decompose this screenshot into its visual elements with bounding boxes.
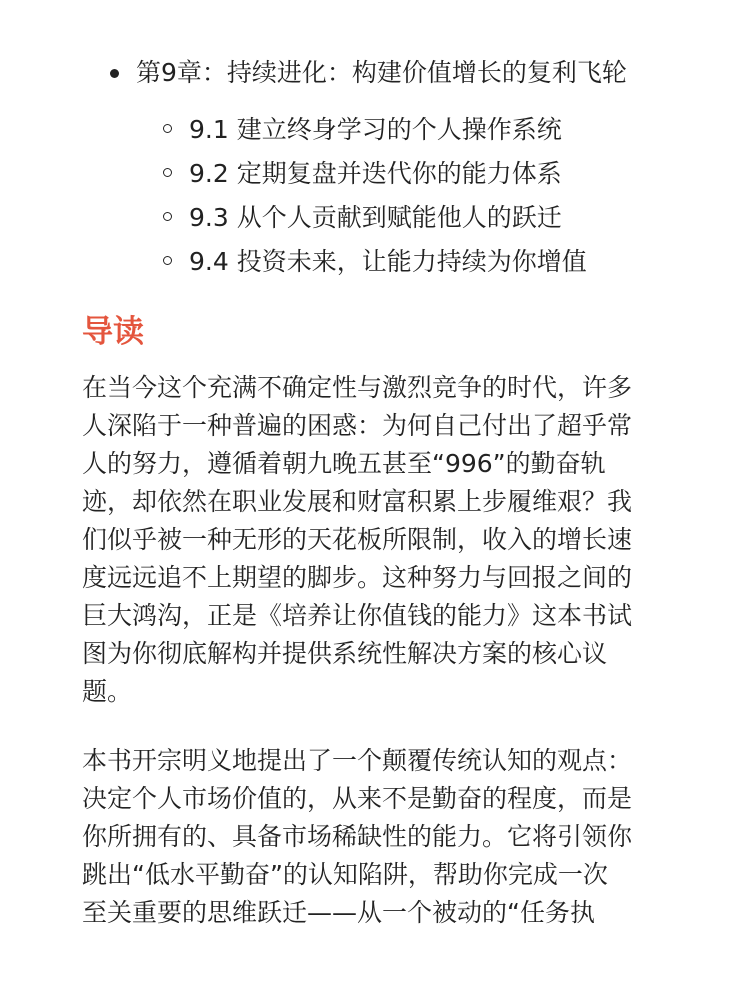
list-item	[163, 106, 587, 150]
section-list	[163, 106, 587, 282]
text-line: 题。	[82, 677, 133, 706]
text-line: 至关重要的思维跃迁——从一个被动的“任务执	[82, 898, 595, 927]
bullet-circle-icon	[163, 212, 172, 221]
chapter-title: 第9章：持续进化：构建价值增长的复利飞轮	[136, 58, 627, 87]
section-label: 9.2 定期复盘并迭代你的能力体系	[189, 159, 562, 188]
text-line: 人的努力，遵循着朝九晚五甚至“996”的勤奋轨	[82, 449, 606, 478]
section-label: 9.4 投资未来，让能力持续为你增值	[189, 247, 587, 276]
intro-paragraph	[82, 369, 632, 711]
bullet-circle-icon	[163, 256, 172, 265]
section-label: 9.3 从个人贡献到赋能他人的跃迁	[189, 203, 562, 232]
list-item	[163, 150, 587, 194]
text-line: 在当今这个充满不确定性与激烈竞争的时代，许多	[82, 373, 633, 402]
text-line: 度远远追不上期望的脚步。这种努力与回报之间的	[82, 563, 633, 592]
list-item	[163, 238, 587, 282]
text-line: 本书开宗明义地提出了一个颠覆传统认知的观点：	[82, 746, 633, 775]
bullet-disc-icon	[110, 69, 119, 78]
section-heading: 导读	[82, 314, 144, 350]
body-paragraph	[82, 742, 632, 932]
text-line: 图为你彻底解构并提供系统性解决方案的核心议	[82, 639, 608, 668]
bullet-circle-icon	[163, 168, 172, 177]
chapter-item	[110, 52, 627, 94]
section-label: 9.1 建立终身学习的个人操作系统	[189, 115, 562, 144]
text-line: 迹，却依然在职业发展和财富积累上步履维艰？我	[82, 487, 633, 516]
text-line: 人深陷于一种普遍的困惑：为何自己付出了超乎常	[82, 411, 633, 440]
text-line: 决定个人市场价值的，从来不是勤奋的程度，而是	[82, 784, 633, 813]
text-line: 们似乎被一种无形的天花板所限制，收入的增长速	[82, 525, 633, 554]
text-line: 你所拥有的、具备市场稀缺性的能力。它将引领你	[82, 822, 633, 851]
text-line: 巨大鸿沟，正是《培养让你值钱的能力》这本书试	[82, 601, 633, 630]
list-item	[163, 194, 587, 238]
bullet-circle-icon	[163, 124, 172, 133]
text-line: 跳出“低水平勤奋”的认知陷阱，帮助你完成一次	[82, 860, 608, 889]
